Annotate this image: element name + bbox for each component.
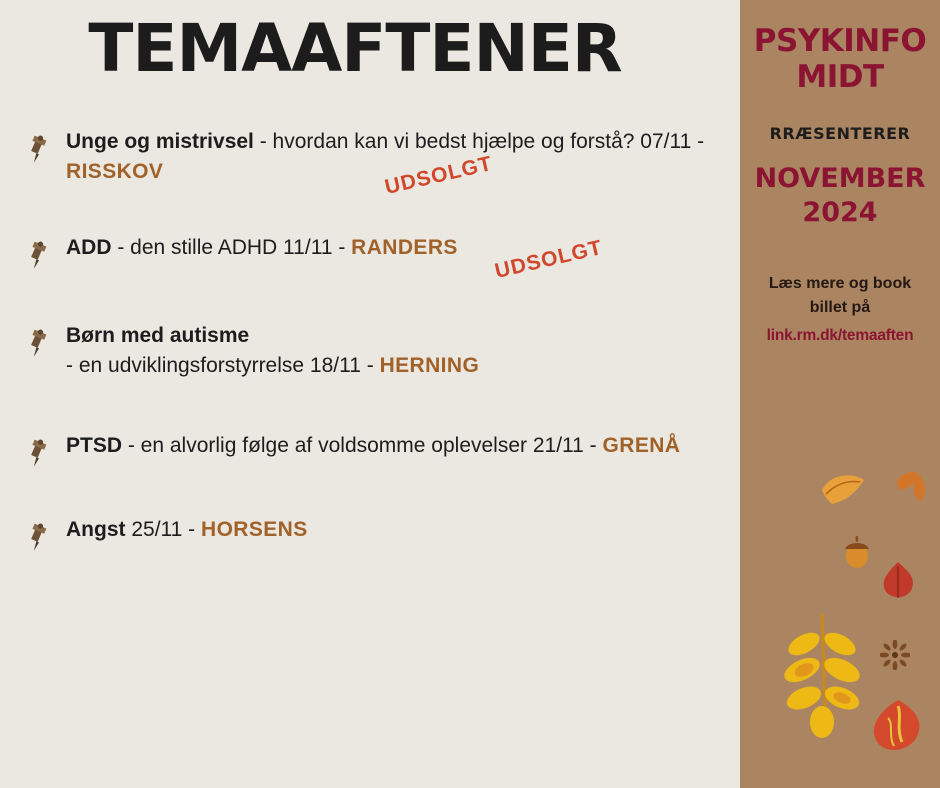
pushpin-icon (24, 431, 66, 467)
event-description: - den stille ADHD 11/11 - (111, 235, 352, 259)
pushpin-icon (24, 127, 66, 163)
leaf-icon (774, 610, 870, 740)
sold-out-badge: UDSOLGT (492, 235, 605, 283)
list-item (24, 431, 740, 471)
poster-sidebar (740, 0, 940, 788)
year-label: 2024 (802, 197, 878, 229)
month-label: NOVEMBER (754, 162, 926, 194)
list-item (24, 321, 740, 381)
presents-label: RRÆSENTERER (769, 123, 911, 143)
event-text (66, 431, 706, 461)
event-city: GRENÅ (602, 433, 681, 457)
star-anise-icon (880, 640, 910, 670)
leaf-icon (818, 470, 868, 512)
leaf-icon (878, 560, 918, 602)
event-text (66, 515, 706, 545)
event-title: ADD (66, 235, 112, 259)
event-description: - en alvorlig følge af voldsomme oplevelser 21/11 - (122, 433, 603, 457)
event-text (66, 321, 706, 381)
event-city: RANDERS (351, 235, 458, 259)
event-title: Angst (66, 517, 126, 541)
booking-info (750, 272, 930, 347)
list-item (24, 127, 740, 200)
event-title: Børn med autisme (66, 323, 250, 347)
event-description: - hvordan kan vi bedst hjælpe og forstå? 07/11 - (253, 130, 705, 154)
event-description: - en udviklingsforstyrrelse 18/11 - (66, 353, 380, 377)
event-text (66, 233, 706, 283)
list-item (24, 233, 740, 283)
booking-line-2: billet på (809, 299, 871, 317)
brand-line-2: MIDT (796, 58, 884, 95)
pushpin-icon (24, 321, 66, 357)
event-city: HORSENS (201, 517, 308, 541)
event-list (0, 127, 740, 554)
pushpin-icon (24, 515, 66, 551)
leaf-icon (868, 698, 928, 760)
event-city: RISSKOV (66, 160, 164, 184)
brand-line-1: PSYKINFO (753, 23, 927, 59)
pushpin-icon (24, 233, 66, 269)
event-text (66, 127, 706, 200)
list-item (24, 515, 740, 555)
sold-out-badge: UDSOLGT (382, 152, 495, 200)
event-title: Unge og mistrivsel (66, 130, 254, 154)
booking-line-1: Læs mere og book (768, 275, 912, 293)
booking-link[interactable]: link.rm.dk/temaaften (766, 327, 914, 345)
event-city: HERNING (379, 353, 480, 377)
acorn-icon (840, 534, 874, 570)
event-description: 25/11 - (125, 517, 201, 541)
page-title: TEMAAFTENER (88, 10, 622, 87)
leaf-icon (908, 474, 930, 504)
brand-name (750, 24, 930, 96)
event-title: PTSD (66, 433, 123, 457)
